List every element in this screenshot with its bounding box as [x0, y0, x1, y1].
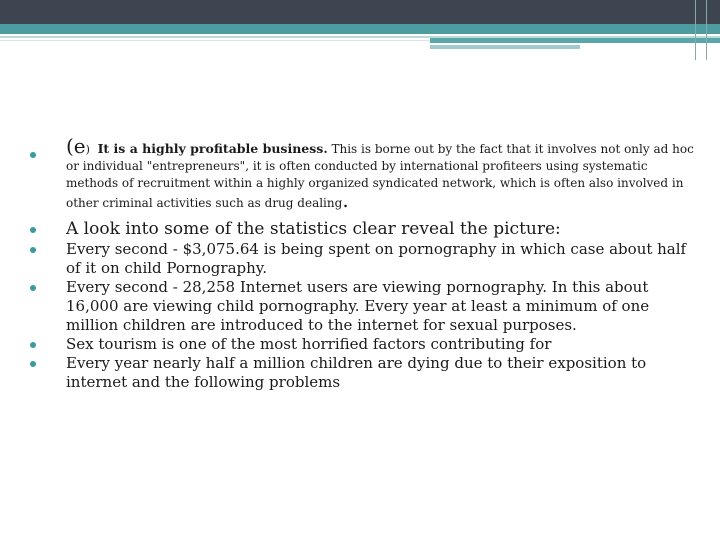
header-divider [695, 0, 696, 60]
bullet-text: Every second - $3,075.64 is being spent on pornography in which case about half of it on child Pornography. [66, 240, 687, 277]
bullet-dot-icon [30, 285, 36, 291]
bullet-dot-icon [30, 247, 36, 253]
header-bar [0, 0, 720, 24]
header-accent-band [0, 24, 720, 34]
header-stripe [430, 45, 580, 49]
bullet-bold-text: It is a highly profitable business. [97, 141, 328, 156]
bullet-dot-icon [30, 227, 36, 233]
bullet-item [30, 278, 700, 335]
bullet-end: . [342, 188, 349, 212]
bullet-item [30, 354, 700, 392]
bullet-text: A look into some of the statistics clear reveal the picture: [66, 219, 561, 239]
bullet-lead: (e [66, 134, 86, 158]
bullet-text: This is borne out by the fact that it involves not only ad hoc or individual "entrepreneurs", it is often conducted by international profiteers using systematic methods of recruitment within a highly organized syndicated network, which is often also involved in other criminal activities such as drug dealing [66, 142, 694, 210]
header-stripe [430, 38, 720, 43]
bullet-item [30, 134, 700, 212]
bullet-text: Every year nearly half a million children are dying due to their exposition to internet and the following problems [66, 354, 647, 391]
bullet-text: Every second - 28,258 Internet users are viewing pornography. In this about 16,000 are viewing child pornography. Every year at least a minimum of one million children are introduced to the internet for sexual purposes. [66, 278, 650, 334]
bullet-dot-icon [30, 342, 36, 348]
bullet-dot-icon [30, 152, 36, 158]
bullet-text: Sex tourism is one of the most horrified factors contributing for [66, 335, 552, 353]
slide-content [30, 134, 700, 392]
bullet-item [30, 218, 700, 240]
bullet-dot-icon [30, 361, 36, 367]
bullet-item [30, 335, 700, 354]
header-divider [706, 0, 707, 60]
bullet-lead-paren: ) [85, 143, 90, 156]
bullet-item [30, 240, 700, 278]
